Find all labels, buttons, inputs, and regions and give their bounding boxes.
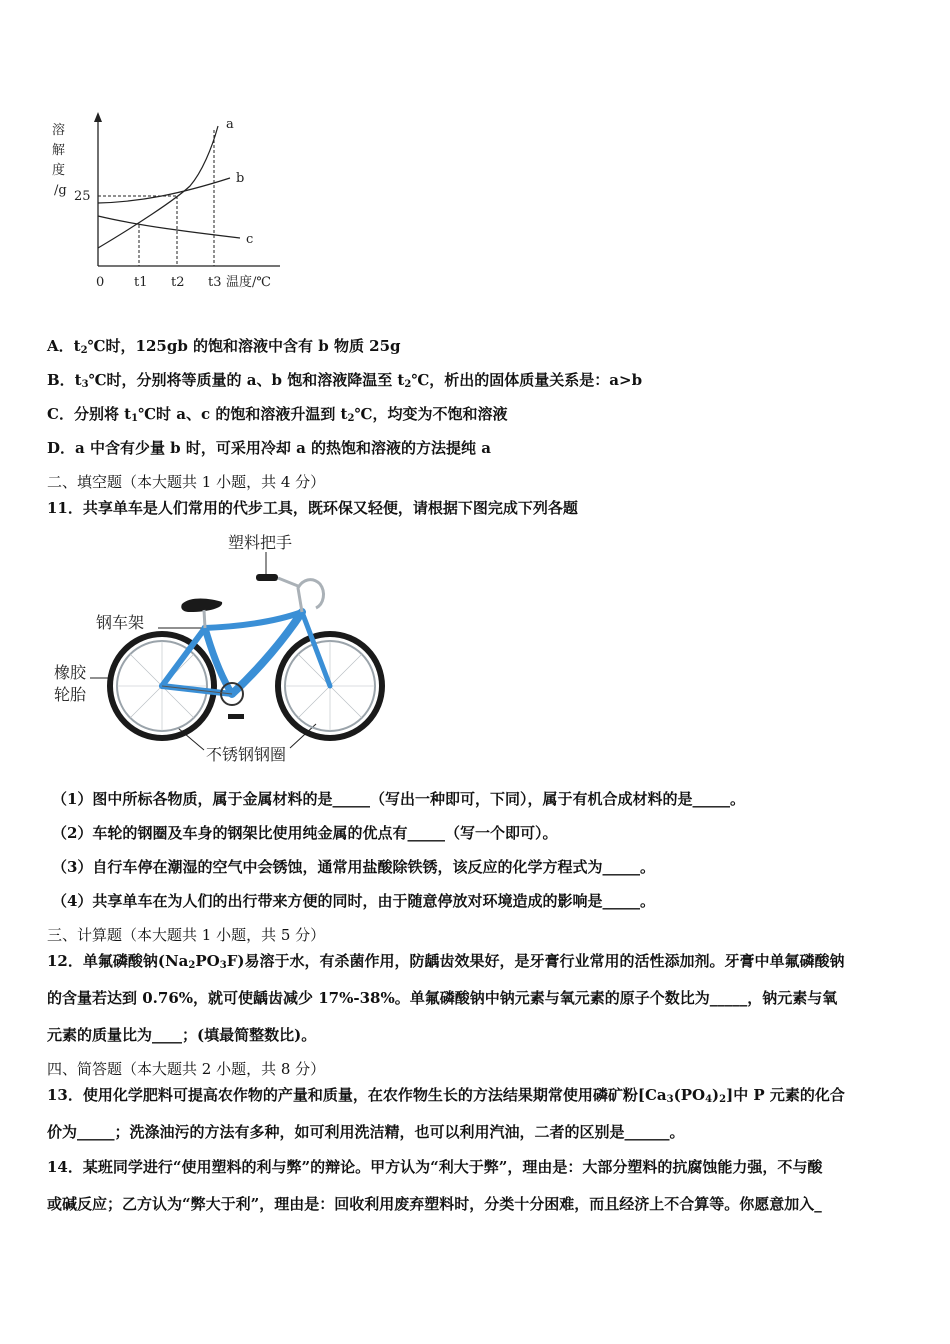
- graph-ylabel-3: 度: [52, 163, 66, 178]
- seat: [181, 599, 222, 613]
- label-stainless-rim: 不锈钢钢圈: [206, 745, 287, 764]
- label-rubber-tire-1: 橡胶: [54, 663, 87, 682]
- q11-sub4: （4）共享单车在为人们的出行带来方便的同时，由于随意停放对环境造成的影响是_____。: [52, 892, 655, 910]
- q12-line3: 元素的质量比为____；(填最简整数比)。: [47, 1026, 317, 1044]
- solubility-graph: [40, 108, 300, 298]
- frame: [162, 612, 330, 694]
- option-d: D．a 中含有少量 b 时，可采用冷却 a 的热饱和溶液的方法提纯 a: [47, 439, 491, 457]
- graph-xtick-t2: t2: [171, 275, 185, 290]
- q11-sub2: （2）车轮的钢圈及车身的钢架比使用纯金属的优点有_____（写一个即可）。: [52, 824, 558, 842]
- graph-ylabel-4: /g: [54, 183, 67, 198]
- option-c: C．分别将 $t_1℃$时 a、c 的饱和溶液升温到 $t_2℃$，均变为不饱和溶液: [47, 405, 508, 424]
- q14-line1: 14．某班同学进行“使用塑料的利与弊”的辩论。甲方认为“利大于弊”，理由是：大部分塑料的抗腐蚀能力强，不与酸: [47, 1158, 823, 1176]
- q11-sub1: （1）图中所标各物质，属于金属材料的是_____（写出一种即可，下同），属于有机合成材料的是_____。: [52, 790, 745, 808]
- label-rubber-tire-2: 轮胎: [54, 685, 87, 704]
- q11-stem: 11．共享单车是人们常用的代步工具，既环保又轻便，请根据下图完成下列各题: [47, 499, 578, 517]
- handlebar: [298, 580, 323, 612]
- graph-ylabel-2: 解: [52, 143, 66, 158]
- curve-b: [98, 178, 230, 203]
- graph-ylabel-1: 溶: [52, 123, 66, 138]
- q14-line2: 或碱反应；乙方认为“弊大于利”，理由是：回收利用废弃塑料时，分类十分困难，而且经济上不合算等。你愿意加入_: [47, 1195, 822, 1213]
- curve-b-label: b: [236, 171, 245, 186]
- y-axis-arrow: [94, 112, 102, 122]
- graph-ytick-25: 25: [74, 189, 91, 204]
- graph-origin: 0: [96, 275, 105, 290]
- label-plastic-handle: 塑料把手: [228, 533, 293, 552]
- plastic-grip: [256, 574, 278, 581]
- curve-c-label: c: [246, 232, 254, 247]
- graph-xtick-t3: t3: [208, 275, 222, 290]
- section-3-title: 三、计算题（本大题共 1 小题，共 5 分）: [47, 926, 326, 944]
- bicycle-figure: [40, 528, 400, 778]
- graph-xlabel: 温度/℃: [226, 275, 271, 290]
- curve-a-label: a: [226, 117, 234, 132]
- seat-post: [204, 610, 205, 628]
- graph-xtick-t1: t1: [134, 275, 148, 290]
- pedal: [228, 714, 244, 719]
- option-b: B．$t_3℃$时，分别将等质量的 a、b 饱和溶液降温至 $t_2℃$，析出的固体质量关系是：a>b: [47, 371, 643, 390]
- q12-line2: 的含量若达到 0.76%，就可使龋齿减少 17%-38%。单氟磷酸钠中钠元素与氧元素的原子个数比为_____，钠元素与氧: [47, 989, 838, 1007]
- q12-line1: 12．单氟磷酸钠$(Na_2PO_3F)$易溶于水，有杀菌作用，防龋齿效果好，是牙膏行业常用的活性添加剂。牙膏中单氟磷酸钠: [47, 952, 845, 971]
- label-steel-frame: 钢车架: [96, 613, 145, 632]
- section-4-title: 四、简答题（本大题共 2 小题，共 8 分）: [47, 1060, 326, 1078]
- option-a: A．$t_2℃$时，125gb 的饱和溶液中含有 b 物质 25g: [47, 337, 401, 356]
- section-2-title: 二、填空题（本大题共 1 小题，共 4 分）: [47, 473, 326, 491]
- q11-sub3: （3）自行车停在潮湿的空气中会锈蚀，通常用盐酸除铁锈，该反应的化学方程式为_____。: [52, 858, 655, 876]
- q13-line1: 13．使用化学肥料可提高农作物的产量和质量，在农作物生长的方法结果期常使用磷矿粉$[Ca_3(PO_4)_2]$中 P 元素的化合: [47, 1086, 845, 1105]
- q13-line2: 价为_____；洗涤油污的方法有多种，如可利用洗洁精，也可以利用汽油，二者的区别是______。: [47, 1123, 685, 1141]
- handle-stem: [278, 578, 298, 586]
